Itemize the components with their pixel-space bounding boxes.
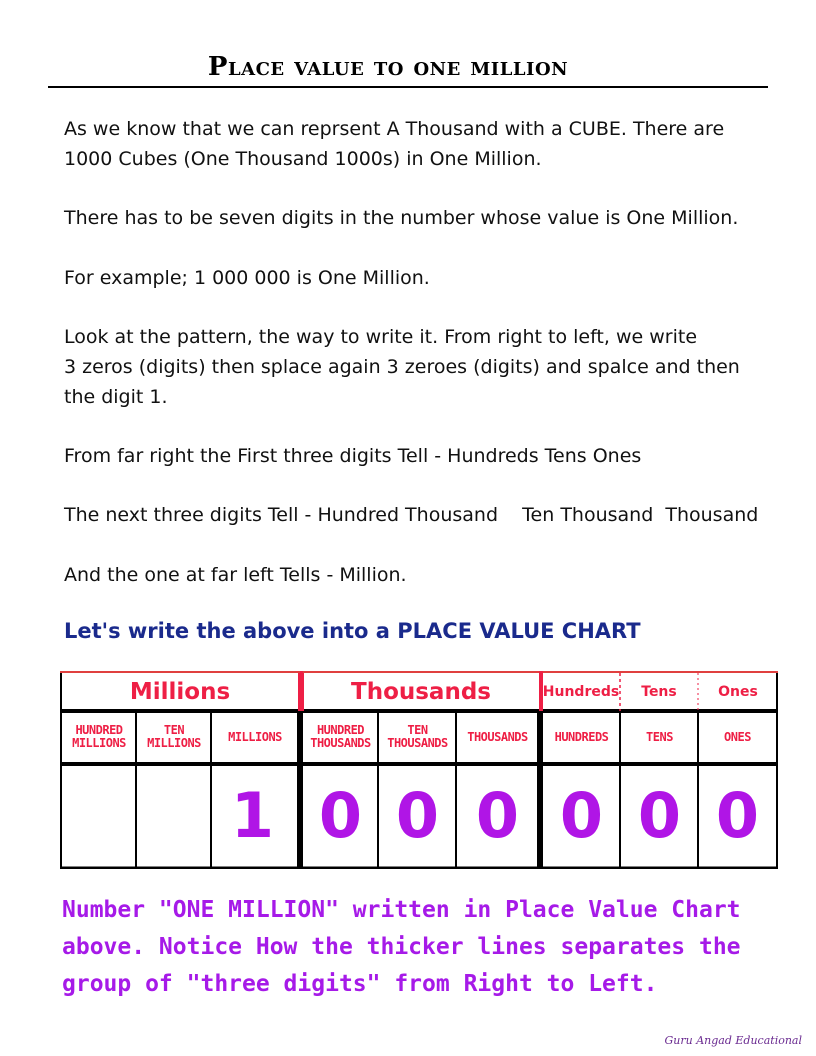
chart-explanation-note: Number "ONE MILLION" written in Place Value Chart above. Notice How the thicker lines separates the group of "three digits" from Right to Left.: [62, 897, 741, 997]
chart-subheading: Let's write the above into a PLACE VALUE CHART: [64, 619, 641, 643]
col-millions-label: MILLIONS: [228, 729, 282, 744]
digit-millions: 1: [230, 778, 274, 852]
digit-ten-thousands: 0: [395, 778, 440, 852]
col-tens-label: TENS: [646, 729, 673, 744]
col-ten-millions: [137, 711, 211, 763]
intro-line-1: As we know that we can reprsent A Thousand with a CUBE. There are: [64, 118, 725, 140]
col-hundred-thousands-line-1: HUNDRED: [316, 723, 365, 737]
col-hundreds: [543, 711, 620, 763]
group-thousands: Thousands: [303, 671, 539, 711]
intro-line-2: 1000 Cubes (One Thousand 1000s) in One Million.: [64, 148, 542, 170]
col-ones: [699, 711, 776, 763]
seven-digits-line: There has to be seven digits in the number whose value is One Million.: [64, 207, 739, 229]
digit-hundreds: 0: [559, 778, 604, 852]
col-hundred-millions-line-1: HUNDRED: [75, 723, 123, 737]
col-tens: [621, 711, 698, 763]
next-three-digits-line: The next three digits Tell - Hundred Thousand Ten Thousand Thousand: [64, 504, 759, 526]
far-left-line: And the one at far left Tells - Million.: [64, 564, 407, 586]
col-ten-thousands-line-2: THOUSANDS: [387, 736, 448, 750]
digit-tens: 0: [637, 778, 682, 852]
group-millions: Millions: [60, 671, 300, 711]
digit-ones: 0: [715, 778, 760, 852]
col-hundred-millions-line-2: MILLIONS: [72, 736, 126, 750]
col-ten-millions-line-1: TEN: [163, 723, 185, 737]
title-underline: [48, 86, 768, 88]
group-hundreds: Hundreds: [543, 671, 619, 711]
col-ten-millions-line-2: MILLIONS: [147, 736, 201, 750]
col-thousands: [457, 711, 538, 763]
page-title: Place value to one million: [207, 52, 569, 82]
col-hundred-thousands-line-2: THOUSANDS: [310, 736, 371, 750]
first-three-digits-line: From far right the First three digits Tell - Hundreds Tens Ones: [64, 445, 642, 467]
example-line: For example; 1 000 000 is One Million.: [64, 267, 430, 289]
pattern-line-3: the digit 1.: [64, 386, 168, 408]
group-tens: Tens: [621, 671, 697, 711]
col-ones-label: ONES: [724, 729, 751, 744]
digit-hundred-millions: [62, 763, 136, 867]
group-ones: Ones: [699, 671, 777, 711]
digit-thousands: 0: [475, 778, 520, 852]
signature: Guru Angad Educational: [664, 1034, 802, 1047]
pattern-line-1: Look at the pattern, the way to write it. From right to left, we write: [64, 326, 698, 348]
place-value-chart: [60, 671, 778, 869]
digit-hundred-thousands: 0: [318, 778, 363, 852]
col-ten-thousands-line-1: TEN: [407, 723, 428, 737]
col-hundreds-label: HUNDREDS: [554, 729, 609, 744]
col-millions: [212, 711, 298, 763]
digit-ten-millions: [137, 763, 211, 867]
col-hundred-millions: [62, 711, 136, 763]
col-hundred-thousands: [303, 711, 378, 763]
pattern-line-2: 3 zeros (digits) then splace again 3 zeroes (digits) and spalce and then: [64, 356, 740, 378]
col-thousands-label: THOUSANDS: [467, 729, 528, 744]
col-ten-thousands: [379, 711, 456, 763]
